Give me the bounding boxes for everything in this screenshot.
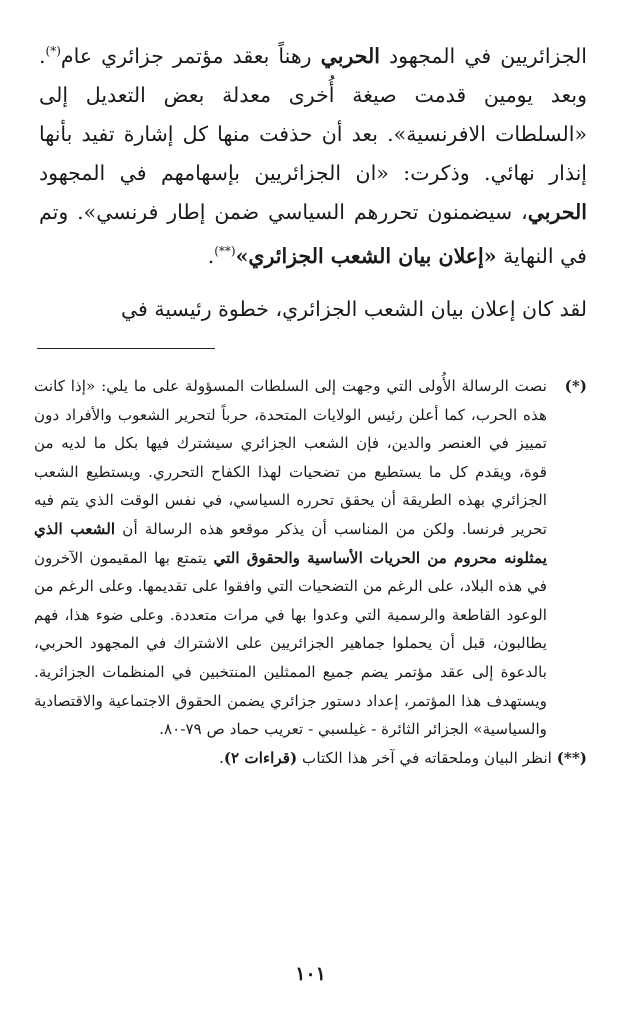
text-run: رهناً بعقد مؤتمر جزائري عام — [60, 43, 321, 68]
bold-run: (قراءات ٢) — [223, 748, 298, 767]
bold-run: الحربي — [320, 43, 380, 68]
text-run: . وبعد يومين قدمت صيغة أُخرى معدلة بعض التعديل إلى «السلطات الافرنسية». بعد أن حذفت منها كل إشارة تفيد بأنها إنذار نهائي. وذكرت: «ان الجزائريين بإسهامهم في المجهود — [39, 43, 587, 185]
text-run: ، سيضمنون تحررهم السياسي ضمن إطار فرنسي». وتم في النهاية — [39, 199, 587, 268]
text-run: . — [207, 243, 215, 268]
text-run: انظر البيان وملحقاته في آخر هذا الكتاب — [297, 748, 557, 767]
footnote-body — [34, 372, 547, 744]
text-run: يتمتع بها المقيمون الآخرون في هذه البلاد، على الرغم من التضحيات التي وافقوا على تقديمها. وعلى الرغم من الوعود القاطعة والرسمية التي وعدوا بها في مرات متعددة. وعلى ضوء هذا، فهم يطالبون، قبل أن يحملوا جماهير الجزائريين على الاشتراك في المجهود الحربي، بالدعوة إلى عقد مؤتمر يضم جميع الممثلين المنتخبين في المنظمات الجزائرية. ويستهدف هذا المؤتمر، إعداد دستور جزائري يضمن الحقوق الاجتماعية والاقتصادية والسياسية» الجزائر الثائرة - غيلسبي - تعريب حماد ص ٧٩-٨٠. — [34, 548, 547, 739]
footnote-2 — [34, 744, 587, 773]
footnote-marker: (**) — [556, 748, 587, 767]
footnote-1 — [34, 372, 587, 744]
footnotes — [34, 372, 587, 772]
page-number: ١٠١ — [295, 963, 326, 985]
bold-run: الحربي — [527, 199, 587, 224]
footnote-divider — [37, 348, 215, 349]
footnote-marker: (*) — [564, 377, 587, 395]
paragraph-1 — [39, 32, 587, 276]
paragraph-2: لقد كان إعلان بيان الشعب الجزائري، خطوة رئيسية في — [120, 296, 587, 321]
footnote-body — [34, 744, 587, 773]
main-text — [39, 32, 587, 329]
bold-run: الشعب الذي يمثلونه محروم من الحريات الأساسية والحقوق التي — [34, 519, 547, 567]
footnote-ref-1: (*) — [45, 44, 61, 58]
text-run: الجزائريين في المجهود — [379, 43, 587, 68]
footnote-ref-2: (**) — [214, 243, 236, 258]
bold-run: «إعلان بيان الشعب الجزائري» — [235, 243, 497, 268]
text-run: . — [219, 748, 224, 767]
text-run: نصت الرسالة الأُولى التي وجهت إلى السلطات المسؤولة على ما يلي: «إذا كانت هذه الحرب، كما أعلن رئيس الولايات المتحدة، حرباً لتحرير الشعوب والأفراد دون تمييز في العنصر والدين، فإن الشعب الجزائري سيشترك فيها بكل ما لديه من قوة، ويقدم كل ما يستطيع من تضحيات لهذا الكفاح التحرري. ويستطيع الشعب الجزائري بهذه الطريقة أن يحقق تحرره السياسي، في نفس الوقت الذي يتم فيه تحرير فرنسا. ولكن من المناسب أن يذكر موقعو هذه الرسالة أن — [34, 377, 547, 538]
